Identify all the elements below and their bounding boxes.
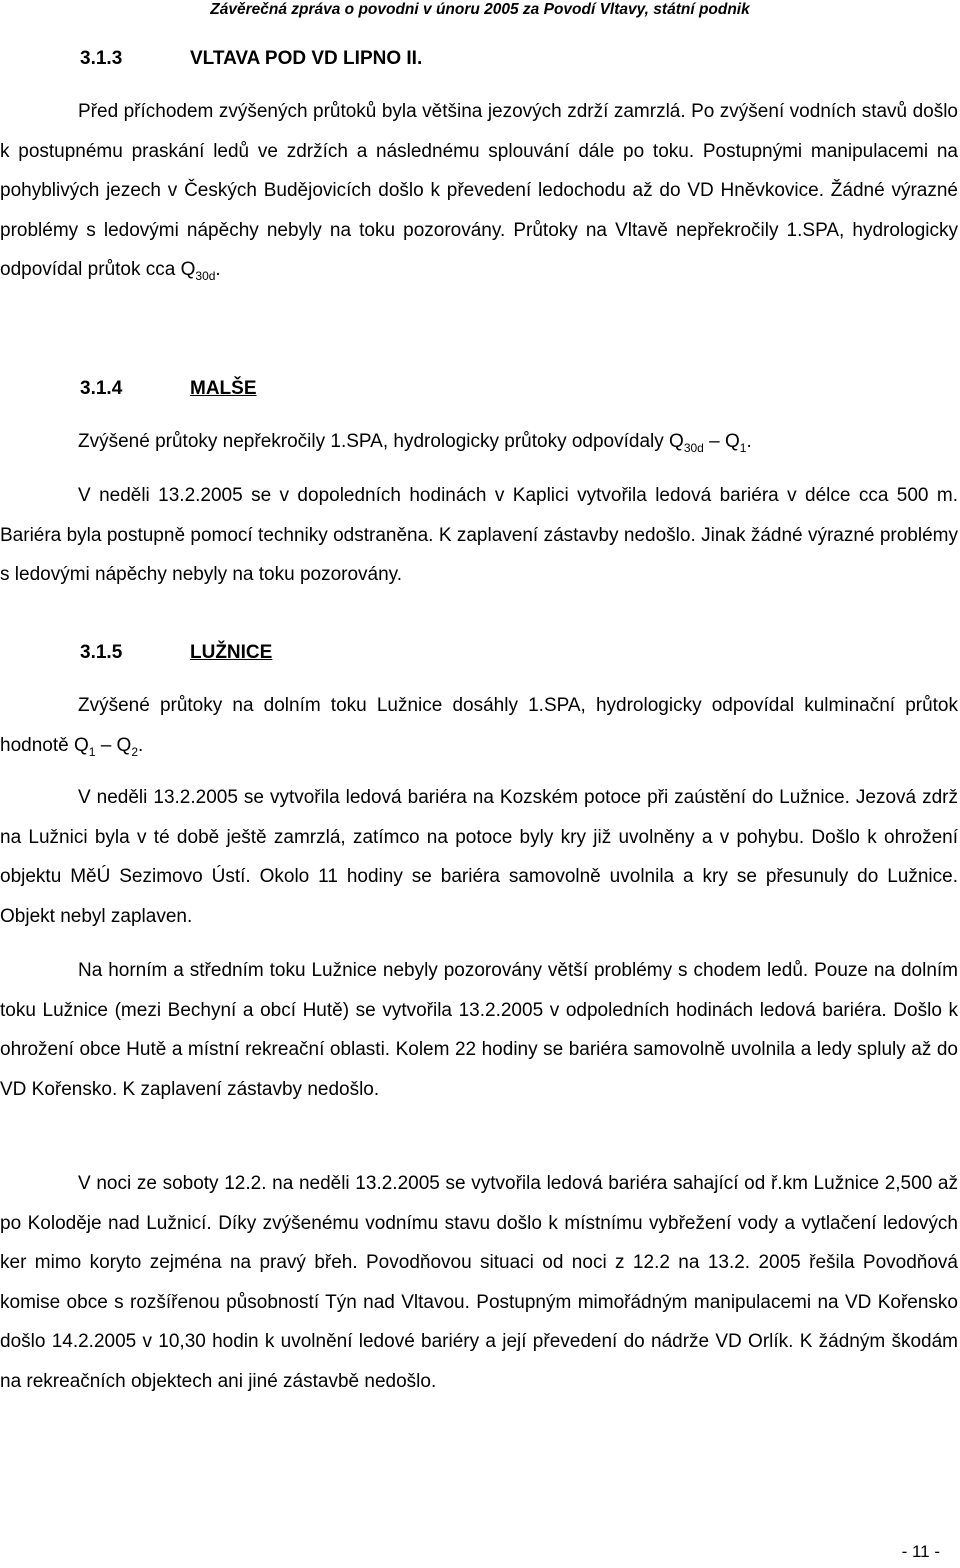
section-number: 3.1.3 <box>80 48 123 69</box>
paragraph: V neděli 13.2.2005 se vytvořila ledová bariéra na Kozském potoce při zaústění do Lužnice. Jezová zdrž na Lužnici byla v té době ještě zamrzlá, zatímco na potoce byly kry již uvolněny a v pohybu. Došlo k ohrožení objektu MěÚ Sezimovo Ústí. Okolo 11 hodiny se bariéra samovolně uvolnila a kry se přesunuly do Lužnice. Objekt nebyl zaplaven. <box>0 787 958 927</box>
section-heading-3-1-4 <box>80 377 257 401</box>
paragraph: Zvýšené průtoky na dolním toku Lužnice dosáhly 1.SPA, hydrologicky odpovídal kulminační průtok hodnotě $Q_1 - Q_2$. <box>0 695 958 759</box>
section-title: LUŽNICE <box>190 642 273 663</box>
section-number: 3.1.5 <box>80 642 123 663</box>
section-title: MALŠE <box>190 378 257 399</box>
paragraph: V noci ze soboty 12.2. na neděli 13.2.2005 se vytvořila ledová bariéra sahající od ř.km Lužnice 2,500 až po Koloděje nad Lužnicí. Díky zvýšenému vodnímu stavu došlo k místnímu vybřežení vody a vytlačení ledových ker mimo koryto zejména na pravý břeh. Povodňovou situaci od noci z 12.2 na 13.2. 2005 řešila Povodňová komise obce s rozšířenou působností Týn nad Vltavou. Postupným mimořádným manipulacemi na VD Kořensko došlo 14.2.2005 v 10,30 hodin k uvolnění ledové bariéry a její převedení do nádrže VD Orlík. K žádným škodám na rekreačních objektech ani jiné zástavbě nedošlo. <box>0 1173 958 1392</box>
document-header: Závěrečná zpráva o povodni v únoru 2005 za Povodí Vltavy, státní podnik <box>210 1 750 18</box>
paragraph: Na horním a středním toku Lužnice nebyly pozorovány větší problémy s chodem ledů. Pouze na dolním toku Lužnice (mezi Bechyní a obcí Hutě) se vytvořila 13.2.2005 v odpoledních hodinách ledová bariéra. Došlo k ohrožení obce Hutě a místní rekreační oblasti. Kolem 22 hodiny se bariéra samovolně uvolnila a ledy spluly až do VD Kořensko. K zaplavení zástavby nedošlo. <box>0 960 958 1100</box>
page-number: - 11 - <box>901 1542 940 1561</box>
section-heading-3-1-3 <box>80 47 422 71</box>
paragraph: Před příchodem zvýšených průtoků byla většina jezových zdrží zamrzlá. Po zvýšení vodních stavů došlo k postupnému praskání ledů ve zdržích a následnému splouvání dále po toku. Postupnými manipulacemi na pohyblivých jezech v Českých Budějovicích došlo k převedení ledochodu až do VD Hněvkovice. Žádné výrazné problémy s ledovými nápěchy nebyly na toku pozorovány. Průtoky na Vltavě nepřekročily 1.SPA, hydrologicky odpovídal průtok cca $Q_{30d}$. <box>0 101 958 283</box>
paragraph: V neděli 13.2.2005 se v dopoledních hodinách v Kaplici vytvořila ledová bariéra v délce cca 500 m. Bariéra byla postupně pomocí techniky odstraněna. K zaplavení zástavby nedošlo. Jinak žádné výrazné problémy s ledovými nápěchy nebyly na toku pozorovány. <box>0 485 958 585</box>
section-title: VLTAVA POD VD LIPNO II. <box>190 48 423 69</box>
section-heading-3-1-5 <box>80 641 272 665</box>
paragraph: Zvýšené průtoky nepřekročily 1.SPA, hydrologicky průtoky odpovídaly $Q_{30d} - Q_1$. <box>78 431 752 455</box>
section-number: 3.1.4 <box>80 378 123 399</box>
